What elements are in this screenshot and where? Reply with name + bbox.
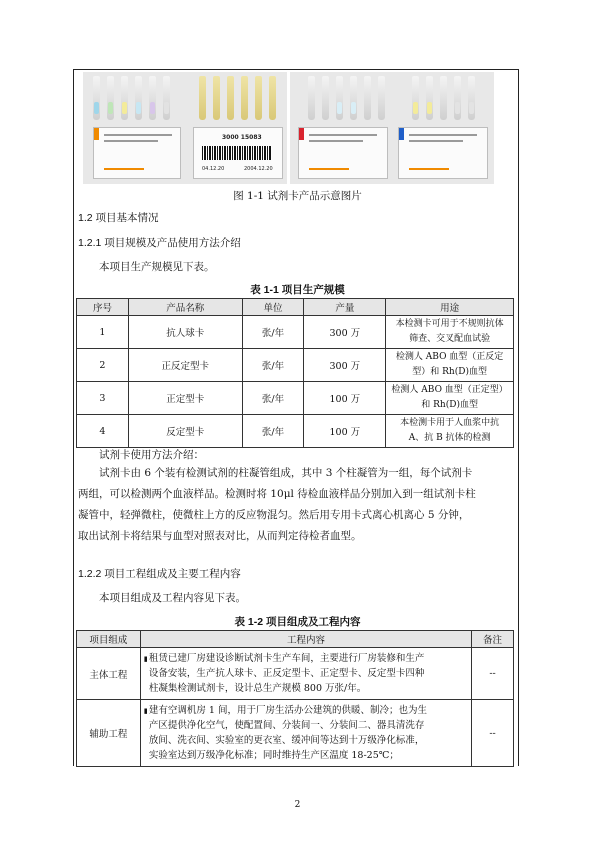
production-scale-table <box>76 298 514 448</box>
reagent-card-blue <box>398 127 488 179</box>
card-date-right: 2004.12.20 <box>244 166 273 172</box>
cell-name: 正反定型卡 <box>128 349 242 382</box>
cell-note: -- <box>472 700 514 767</box>
product-photo-right <box>290 72 494 184</box>
cell-unit: 张/年 <box>242 382 304 415</box>
usage-line-4: 取出试剂卡将结果与血型对照表对比，从而判定待检者血型。 <box>78 530 362 542</box>
col-header-unit: 单位 <box>242 299 304 316</box>
reagent-card-front <box>93 127 181 179</box>
barcode <box>202 146 272 160</box>
table-row <box>77 415 514 448</box>
section-heading-1-2-1: 1.2.1 项目规模及产品使用方法介绍 <box>78 237 241 249</box>
page-number: 2 <box>294 800 301 810</box>
table-header-row <box>77 631 514 648</box>
col-header-content: 工程内容 <box>140 631 471 648</box>
table-row <box>77 700 514 767</box>
table-header-row <box>77 299 514 316</box>
table2-title: 表 1-2 项目组成及工程内容 <box>234 616 361 628</box>
intro-text: 本项目生产规模见下表。 <box>99 261 215 273</box>
table-row <box>77 648 514 700</box>
card-date-left: 04.12.20 <box>202 166 225 172</box>
reagent-card-red <box>298 127 388 179</box>
col-header-no: 序号 <box>77 299 129 316</box>
cell-qty: 300 万 <box>304 349 386 382</box>
usage-line-1: 试剂卡由 6 个装有检测试剂的柱凝管组成，其中 3 个柱凝管为一组，每个试剂卡 <box>99 467 473 479</box>
project-composition-table <box>76 630 514 767</box>
card-barcode-number: 3000 15083 <box>222 134 262 141</box>
cell-use: 本检测卡可用于不规则抗体 筛查、交叉配血试验 <box>386 316 514 349</box>
bullet-icon: ▮ <box>143 707 148 715</box>
cell-content: ▮ 租赁已建厂房建设诊断试剂卡生产车间，主要进行厂房装修和生产 设备安装，生产抗人球卡、正反定型卡、正定型卡、反定型卡四种 柱凝集检测试剂卡，设计总生产规模 800 万张/年。 <box>140 648 471 700</box>
cell-no: 1 <box>77 316 129 349</box>
col-header-component: 项目组成 <box>77 631 141 648</box>
table1-title: 表 1-1 项目生产规模 <box>250 284 345 296</box>
table-row <box>77 349 514 382</box>
cell-unit: 张/年 <box>242 316 304 349</box>
usage-paragraph <box>78 463 514 547</box>
reagent-card-back <box>193 127 283 179</box>
cell-no: 4 <box>77 415 129 448</box>
product-photo-left <box>83 72 287 184</box>
cell-unit: 张/年 <box>242 349 304 382</box>
cell-no: 3 <box>77 382 129 415</box>
col-header-name: 产品名称 <box>128 299 242 316</box>
cell-unit: 张/年 <box>242 415 304 448</box>
cell-use: 本检测卡用于人血浆中抗 A、抗 B 抗体的检测 <box>386 415 514 448</box>
cell-note: -- <box>472 648 514 700</box>
usage-line-3: 凝管中，轻弹微柱，使微柱上方的反应物混匀。然后用专用卡式离心机离心 5 分钟， <box>78 509 470 521</box>
cell-no: 2 <box>77 349 129 382</box>
figure-caption: 图 1-1 试剂卡产品示意图片 <box>233 190 362 202</box>
cell-use: 检测人 ABO 血型（正反定 型）和 Rh(D)血型 <box>386 349 514 382</box>
col-header-qty: 产量 <box>304 299 386 316</box>
usage-heading: 试剂卡使用方法介绍： <box>99 449 204 461</box>
cell-component: 辅助工程 <box>77 700 141 767</box>
cell-qty: 100 万 <box>304 382 386 415</box>
cell-name: 抗人球卡 <box>128 316 242 349</box>
cell-name: 正定型卡 <box>128 382 242 415</box>
cell-name: 反定型卡 <box>128 415 242 448</box>
cell-qty: 300 万 <box>304 316 386 349</box>
cell-use: 检测人 ABO 血型（正定型） 和 Rh(D)血型 <box>386 382 514 415</box>
section-heading-1-2-2: 1.2.2 项目工程组成及主要工程内容 <box>78 568 241 580</box>
cell-content: ▮ 建有空调机房 1 间，用于厂房生活办公建筑的供暖、制冷；也为生 产区提供净化空气，使配置间、分装间一、分装间二、器具清洗存 放间、洗衣间、实验室的更衣室、缓冲间等达到十万级净化标准， 实验室达到万级净化标准；同时维持生产区温度 18-25℃； <box>140 700 471 767</box>
intro-text-2: 本项目组成及工程内容见下表。 <box>99 592 246 604</box>
section-heading-1-2: 1.2 项目基本情况 <box>78 212 159 224</box>
table-row <box>77 382 514 415</box>
col-header-note: 备注 <box>472 631 514 648</box>
col-header-use: 用途 <box>386 299 514 316</box>
cell-qty: 100 万 <box>304 415 386 448</box>
table-row <box>77 316 514 349</box>
usage-line-2: 两组，可以检测两个血液样品。检测时将 10μl 待检血液样品分别加入到一组试剂卡柱 <box>78 488 476 500</box>
bullet-icon: ▮ <box>143 655 148 663</box>
cell-component: 主体工程 <box>77 648 141 700</box>
